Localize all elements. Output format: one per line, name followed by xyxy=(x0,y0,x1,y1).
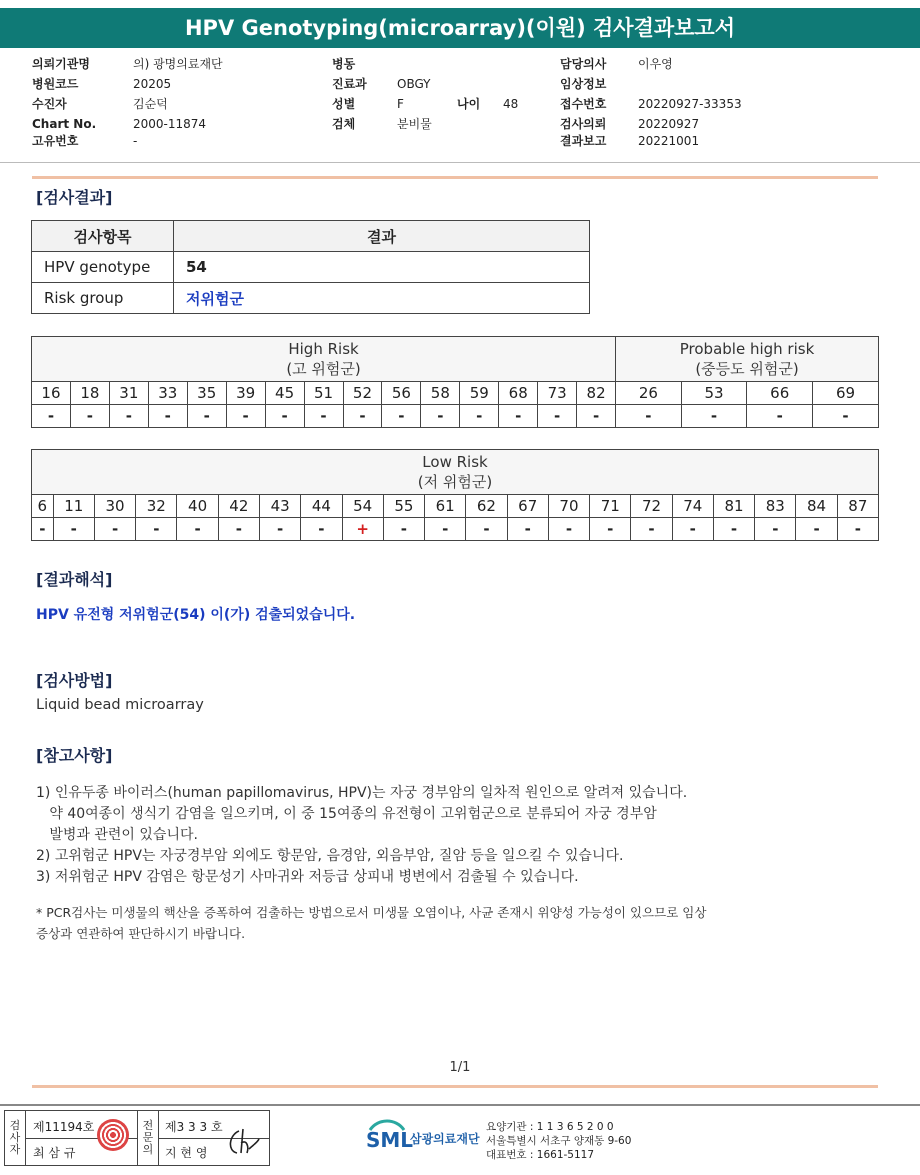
result-cell: - xyxy=(616,405,682,428)
header-field-label: 병원코드 xyxy=(32,77,79,91)
result-table xyxy=(31,220,590,314)
result-cell: - xyxy=(53,518,94,541)
header-field-value: - xyxy=(133,134,138,148)
genotype-cell: 74 xyxy=(672,495,713,518)
risk-group-header-row xyxy=(32,450,879,495)
result-cell: - xyxy=(577,405,616,428)
footer-info-line: 서울특별시 서초구 양재동 9-60 xyxy=(486,1135,632,1147)
result-cell: - xyxy=(177,518,218,541)
result-cell: - xyxy=(94,518,135,541)
header-field-label: 성별 xyxy=(332,97,356,111)
risk-group-header-row xyxy=(32,337,879,382)
genotype-cell: 70 xyxy=(548,495,589,518)
genotype-cell: 55 xyxy=(383,495,424,518)
header-field-label: 진료과 xyxy=(332,77,367,91)
specialist-name: 지 현 영 xyxy=(165,1146,208,1160)
result-cell: - xyxy=(755,518,796,541)
col-item-header: 검사항목 xyxy=(32,221,174,252)
probable-risk-group-label: Probable high risk xyxy=(679,340,815,358)
probable-risk-group xyxy=(616,337,879,382)
high-risk-group-sub: (고 위험군) xyxy=(286,360,361,378)
result-cell: - xyxy=(499,405,538,428)
examiner-license: 제11194호 xyxy=(33,1120,95,1134)
result-cell: - xyxy=(382,405,421,428)
result-cell: - xyxy=(590,518,631,541)
result-cell: - xyxy=(148,405,187,428)
result-row xyxy=(32,518,879,541)
genotype-cell: 53 xyxy=(681,382,747,405)
genotype-cell: 52 xyxy=(343,382,382,405)
genotype-cell: 84 xyxy=(796,495,837,518)
genotype-cell: 56 xyxy=(382,382,421,405)
high-risk-group xyxy=(32,337,616,382)
probable-risk-group-sub: (중등도 위험군) xyxy=(695,360,799,378)
header-field-value: 2000-11874 xyxy=(133,117,207,131)
genotype-cell: 68 xyxy=(499,382,538,405)
result-cell: - xyxy=(265,405,304,428)
header-field-label: 임상정보 xyxy=(560,77,607,91)
genotype-cell: 31 xyxy=(109,382,148,405)
footer-info-line: 대표번호 : 1661-5117 xyxy=(486,1149,595,1161)
result-cell: - xyxy=(672,518,713,541)
signature-image xyxy=(223,1125,263,1159)
header-field-value: OBGY xyxy=(397,77,431,91)
genotype-cell: 58 xyxy=(421,382,460,405)
header-field-label: 접수번호 xyxy=(560,97,607,111)
result-cell: + xyxy=(342,518,383,541)
method-section-title: [검사방법] xyxy=(36,671,113,690)
genotype-value: 54 xyxy=(174,252,590,283)
genotype-cell: 6 xyxy=(32,495,54,518)
result-cell: - xyxy=(747,405,813,428)
result-section-title: [검사결과] xyxy=(36,188,113,207)
result-cell: - xyxy=(383,518,424,541)
result-cell: - xyxy=(425,518,466,541)
result-cell: - xyxy=(70,405,109,428)
examiner-name: 최 삼 규 xyxy=(33,1146,76,1160)
interpretation-section-title: [결과해석] xyxy=(36,570,113,589)
examiner-seal-icon xyxy=(97,1119,129,1151)
genotype-cell: 71 xyxy=(590,495,631,518)
age-value: 48 xyxy=(503,97,519,111)
risk-group-value: 저위험군 xyxy=(174,283,590,314)
specialist-label-cell xyxy=(137,1111,159,1165)
genotype-cell: 62 xyxy=(466,495,507,518)
genotype-cell: 35 xyxy=(187,382,226,405)
risk-group-label: Risk group xyxy=(32,283,174,314)
genotype-cell: 82 xyxy=(577,382,616,405)
low-risk-group-label: Low Risk xyxy=(422,453,488,471)
header-field-value: 분비물 xyxy=(397,117,432,131)
header-field-label: 검체 xyxy=(332,117,356,131)
page-number: 1/1 xyxy=(449,1060,471,1075)
result-cell: - xyxy=(460,405,499,428)
note-line: 증상과 연관하여 판단하시기 바랍니다. xyxy=(36,926,246,941)
header-field-label: 검사의뢰 xyxy=(560,117,607,131)
genotype-cell: 11 xyxy=(53,495,94,518)
genotype-cell: 73 xyxy=(538,382,577,405)
header-field-label: 결과보고 xyxy=(560,134,607,148)
result-cell: - xyxy=(343,405,382,428)
genotype-cell: 39 xyxy=(226,382,265,405)
interpretation-text: HPV 유전형 저위험군(54) 이(가) 검출되었습니다. xyxy=(36,607,356,623)
table-row xyxy=(32,252,590,283)
header-field-label: 담당의사 xyxy=(560,57,607,71)
result-cell: - xyxy=(681,405,747,428)
reference-line: 3) 저위험군 HPV 감염은 항문성기 사마귀와 저등급 상피내 병변에서 검출될 수 있습니다. xyxy=(36,869,579,885)
genotype-cell: 54 xyxy=(342,495,383,518)
genotype-cell: 59 xyxy=(460,382,499,405)
result-cell: - xyxy=(259,518,300,541)
header-field-value: 20221001 xyxy=(638,134,700,148)
table-row xyxy=(32,283,590,314)
low-risk-table xyxy=(31,449,879,541)
col-result-header: 결과 xyxy=(174,221,590,252)
result-cell: - xyxy=(32,518,54,541)
genotype-cell: 61 xyxy=(425,495,466,518)
header-field-label: 병동 xyxy=(332,57,356,71)
low-risk-group-sub: (저 위험군) xyxy=(417,473,493,491)
genotype-cell: 26 xyxy=(616,382,682,405)
specialist-license: 제3 3 3 호 xyxy=(165,1120,223,1134)
signature-box xyxy=(4,1110,270,1166)
low-risk-group xyxy=(32,450,879,495)
genotype-cell: 83 xyxy=(755,495,796,518)
age-label: 나이 xyxy=(457,97,481,111)
reference-section-title: [참고사항] xyxy=(36,746,113,765)
header-field-value: F xyxy=(397,97,404,111)
genotype-cell: 18 xyxy=(70,382,109,405)
result-cell: - xyxy=(421,405,460,428)
genotype-cell: 16 xyxy=(32,382,71,405)
result-cell: - xyxy=(304,405,343,428)
result-cell: - xyxy=(548,518,589,541)
genotype-cell: 33 xyxy=(148,382,187,405)
high-risk-group-label: High Risk xyxy=(288,340,359,358)
result-cell: - xyxy=(32,405,71,428)
reference-line: 발병과 관련이 있습니다. xyxy=(36,827,198,843)
bottom-orange-divider xyxy=(32,1085,878,1088)
genotype-cell: 30 xyxy=(94,495,135,518)
genotype-cell: 42 xyxy=(218,495,259,518)
result-cell: - xyxy=(136,518,177,541)
genotype-cell: 51 xyxy=(304,382,343,405)
header-divider xyxy=(0,162,920,163)
specialist-label: 전문의 xyxy=(142,1119,154,1156)
result-cell: - xyxy=(109,405,148,428)
report-title: HPV Genotyping(microarray)(이원) 검사결과보고서 xyxy=(0,8,920,48)
examiner-label-cell xyxy=(5,1111,26,1165)
genotype-cell: 66 xyxy=(747,382,813,405)
genotype-cell: 67 xyxy=(507,495,548,518)
header-field-value: 20220927-33353 xyxy=(638,97,742,111)
result-cell: - xyxy=(226,405,265,428)
header-field-value: 20220927 xyxy=(638,117,700,131)
header-field-label: 고유번호 xyxy=(32,134,79,148)
result-cell: - xyxy=(538,405,577,428)
genotype-cell: 44 xyxy=(301,495,342,518)
header-field-label: Chart No. xyxy=(32,117,97,131)
genotype-cell: 40 xyxy=(177,495,218,518)
genotype-cell: 81 xyxy=(713,495,754,518)
result-cell: - xyxy=(218,518,259,541)
result-cell: - xyxy=(507,518,548,541)
result-cell: - xyxy=(813,405,879,428)
examiner-label: 검사자 xyxy=(9,1119,21,1156)
result-cell: - xyxy=(466,518,507,541)
genotype-label: HPV genotype xyxy=(32,252,174,283)
genotype-cell: 72 xyxy=(631,495,672,518)
high-risk-table xyxy=(31,336,879,428)
reference-line: 약 40여종이 생식기 감염을 일으키며, 이 중 15여종의 유전형이 고위험군으로 분류되어 자궁 경부암 xyxy=(36,806,657,822)
sml-logo-text: SML xyxy=(366,1128,414,1152)
footer-divider xyxy=(0,1104,920,1106)
genotype-cell: 69 xyxy=(813,382,879,405)
result-cell: - xyxy=(631,518,672,541)
genotype-row xyxy=(32,495,879,518)
footer-info-line: 요양기관 : 1 1 3 6 5 2 0 0 xyxy=(486,1121,614,1133)
reference-line: 1) 인유두종 바이러스(human papillomavirus, HPV)는 자궁 경부암의 일차적 원인으로 알려져 있습니다. xyxy=(36,785,688,801)
result-cell: - xyxy=(301,518,342,541)
genotype-cell: 43 xyxy=(259,495,300,518)
top-orange-divider xyxy=(32,176,878,179)
company-name: 삼광의료재단 xyxy=(410,1132,480,1146)
result-cell: - xyxy=(796,518,837,541)
genotype-cell: 87 xyxy=(837,495,878,518)
result-cell: - xyxy=(713,518,754,541)
header-field-label: 수진자 xyxy=(32,97,67,111)
result-cell: - xyxy=(187,405,226,428)
header-field-value: 이우영 xyxy=(638,57,673,71)
header-field-label: 의뢰기관명 xyxy=(32,57,90,71)
header-field-value: 20205 xyxy=(133,77,172,91)
header-field-value: 의) 광명의료재단 xyxy=(133,57,223,71)
result-row xyxy=(32,405,879,428)
reference-line: 2) 고위험군 HPV는 자궁경부암 외에도 항문암, 음경암, 외음부암, 질암 등을 일으킬 수 있습니다. xyxy=(36,848,624,864)
genotype-cell: 45 xyxy=(265,382,304,405)
result-cell: - xyxy=(837,518,878,541)
header-field-value: 김순덕 xyxy=(133,97,168,111)
note-line: * PCR검사는 미생물의 핵산을 증폭하여 검출하는 방법으로서 미생물 오염이나, 사균 존재시 위양성 가능성이 있으므로 임상 xyxy=(36,905,707,920)
method-text: Liquid bead microarray xyxy=(36,697,204,713)
genotype-cell: 32 xyxy=(136,495,177,518)
genotype-row xyxy=(32,382,879,405)
